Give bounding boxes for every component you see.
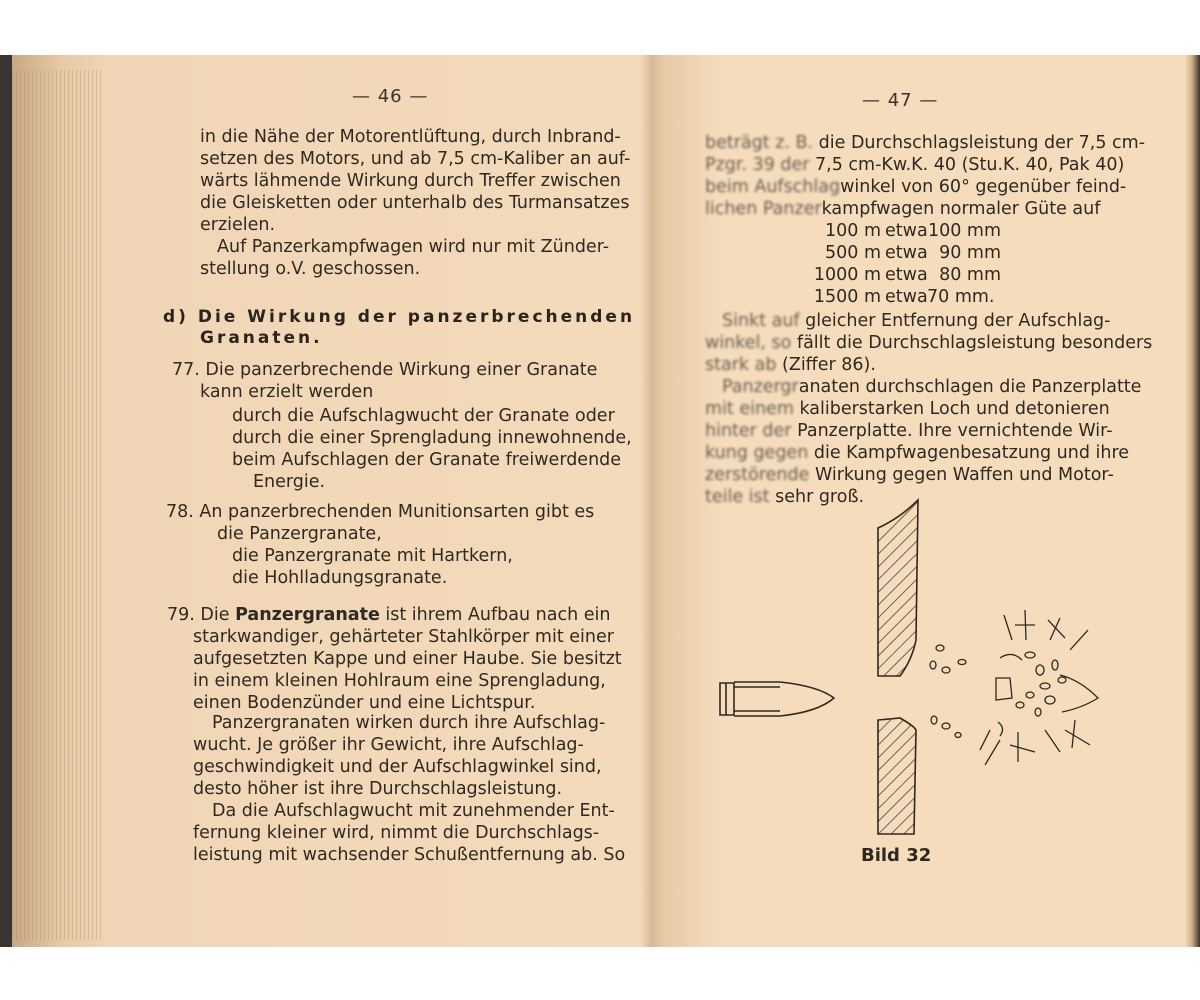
text-line	[705, 442, 1129, 464]
text-line: setzen des Motors, und ab 7,5 cm-Kaliber an auf-	[200, 149, 631, 169]
list-item: die Hohlladungsgranate.	[232, 568, 448, 588]
blurred-text: beim Aufschlag	[705, 177, 841, 197]
blurred-text: zerstörende	[705, 465, 810, 485]
text-line: fernung kleiner wird, nimmt die Durchschlags-	[193, 823, 600, 843]
distance-cell: 1000 m	[813, 265, 881, 285]
page-edges	[12, 70, 102, 940]
projectile-icon	[720, 682, 834, 716]
text-line	[167, 604, 610, 626]
text-line: kann erzielt werden	[200, 382, 374, 402]
armor-plate-upper	[878, 500, 918, 676]
text-line: wucht. Je größer ihr Gewicht, ihre Aufschlag-	[193, 735, 584, 755]
bold-term: Panzergranate	[235, 605, 380, 625]
blurred-text: Panzergr	[722, 377, 799, 397]
text-line: aufgesetzten Kappe und einer Haube. Sie besitzt	[193, 649, 622, 669]
text-run: sehr groß.	[769, 487, 865, 507]
text-line: geschwindigkeit und der Aufschlagwinkel sind,	[193, 757, 602, 777]
text-run: kaliberstarken Loch und detonieren	[793, 399, 1110, 419]
section-heading-continued: Granaten.	[200, 328, 323, 348]
list-item: die Panzergranate,	[217, 524, 382, 544]
value-cell: 100 mm	[927, 221, 1001, 241]
text-line	[705, 420, 1113, 442]
value-cell: 80 mm	[939, 265, 1001, 285]
text-line: erzielen.	[200, 215, 276, 235]
blurred-text: kung gegen	[705, 443, 809, 463]
text-run: fällt die Durchschlagsleistung besonders	[791, 333, 1153, 353]
page-number-right: — 47 —	[862, 90, 939, 111]
figure-caption: Bild 32	[861, 845, 932, 866]
fragments-icon	[930, 610, 1098, 765]
blurred-text: Sinkt auf	[722, 311, 800, 331]
text-line	[722, 310, 1110, 332]
etwa-cell: etwa	[885, 265, 928, 285]
text-line: in die Nähe der Motorentlüftung, durch Inbrand-	[200, 127, 621, 147]
text-line: Panzergranaten wirken durch ihre Aufschlag-	[212, 713, 606, 733]
text-line	[705, 464, 1114, 486]
blurred-text: teile ist	[705, 487, 770, 507]
etwa-cell: etwa	[885, 221, 928, 241]
text-line: Da die Aufschlagwucht mit zunehmender Ent-	[212, 801, 615, 821]
etwa-cell: etwa	[885, 287, 928, 307]
text-line: stellung o.V. geschossen.	[200, 259, 421, 279]
text-line	[705, 154, 1124, 176]
text-run: gleicher Entfernung der Aufschlag-	[799, 311, 1111, 331]
text-line	[705, 132, 1145, 154]
text-line: desto höher ist ihre Durchschlagsleistung.	[193, 779, 563, 799]
text-line	[705, 398, 1110, 420]
distance-cell: 1500 m	[813, 287, 881, 307]
text-run: die Durchschlagsleistung der 7,5 cm-	[813, 133, 1146, 153]
text-line: die Gleisketten oder unterhalb des Turmansatzes	[200, 193, 630, 213]
text-run: (Ziffer 86).	[776, 355, 876, 375]
distance-cell: 100 m	[824, 221, 881, 241]
blurred-text: mit einem	[705, 399, 794, 419]
text-line: beim Aufschlagen der Granate freiwerdende	[232, 450, 622, 470]
armor-penetration-figure	[700, 490, 1120, 850]
text-line: leistung mit wachsender Schußentfernung ab. So	[193, 845, 626, 865]
text-line: einen Bodenzünder und eine Lichtspur.	[193, 693, 536, 713]
text-line: 78. An panzerbrechenden Munitionsarten gibt es	[166, 502, 595, 522]
text-run: anaten durchschlagen die Panzerplatte	[798, 377, 1142, 397]
blurred-text: beträgt z. B.	[705, 133, 814, 153]
value-cell: 70 mm.	[927, 287, 995, 307]
blurred-text: lichen Panzer	[705, 199, 822, 219]
text-run: 79. Die	[167, 605, 236, 625]
armor-plate-lower	[878, 718, 916, 834]
blurred-text: hinter der	[705, 421, 792, 441]
text-run: die Kampfwagenbesatzung und ihre	[808, 443, 1130, 463]
text-line	[705, 332, 1152, 354]
blurred-text: Pzgr. 39 der	[705, 155, 810, 175]
text-line: Energie.	[253, 472, 326, 492]
text-line	[705, 354, 876, 376]
text-line: 77. Die panzerbrechende Wirkung einer Granate	[172, 360, 598, 380]
etwa-cell: etwa	[885, 243, 928, 263]
text-run: winkel von 60° gegenüber feind-	[840, 177, 1127, 197]
section-heading: d) Die Wirkung der panzerbrechenden	[163, 307, 636, 327]
text-run: ist ihrem Aufbau nach ein	[379, 605, 611, 625]
text-run: Panzerplatte. Ihre vernichtende Wir-	[791, 421, 1113, 441]
text-line	[705, 198, 1100, 220]
blurred-text: winkel, so	[705, 333, 792, 353]
text-run: 7,5 cm-Kw.K. 40 (Stu.K. 40, Pak 40)	[809, 155, 1125, 175]
distance-cell: 500 m	[824, 243, 881, 263]
text-line	[705, 176, 1126, 198]
list-item: die Panzergranate mit Hartkern,	[232, 546, 513, 566]
text-line	[722, 376, 1141, 398]
text-line: durch die einer Sprengladung innewohnende,	[232, 428, 632, 448]
page-number-left: — 46 —	[352, 86, 429, 107]
text-line: Auf Panzerkampfwagen wird nur mit Zünder-	[217, 237, 610, 257]
text-run: Wirkung gegen Waffen und Motor-	[809, 465, 1114, 485]
text-line: starkwandiger, gehärteter Stahlkörper mit einer	[193, 627, 614, 647]
value-cell: 90 mm	[939, 243, 1001, 263]
text-line: durch die Aufschlagwucht der Granate oder	[232, 406, 615, 426]
text-line: wärts lähmende Wirkung durch Treffer zwischen	[200, 171, 621, 191]
text-run: kampfwagen normaler Güte auf	[821, 199, 1101, 219]
text-line: in einem kleinen Hohlraum eine Sprengladung,	[193, 671, 606, 691]
blurred-text: stark ab	[705, 355, 777, 375]
